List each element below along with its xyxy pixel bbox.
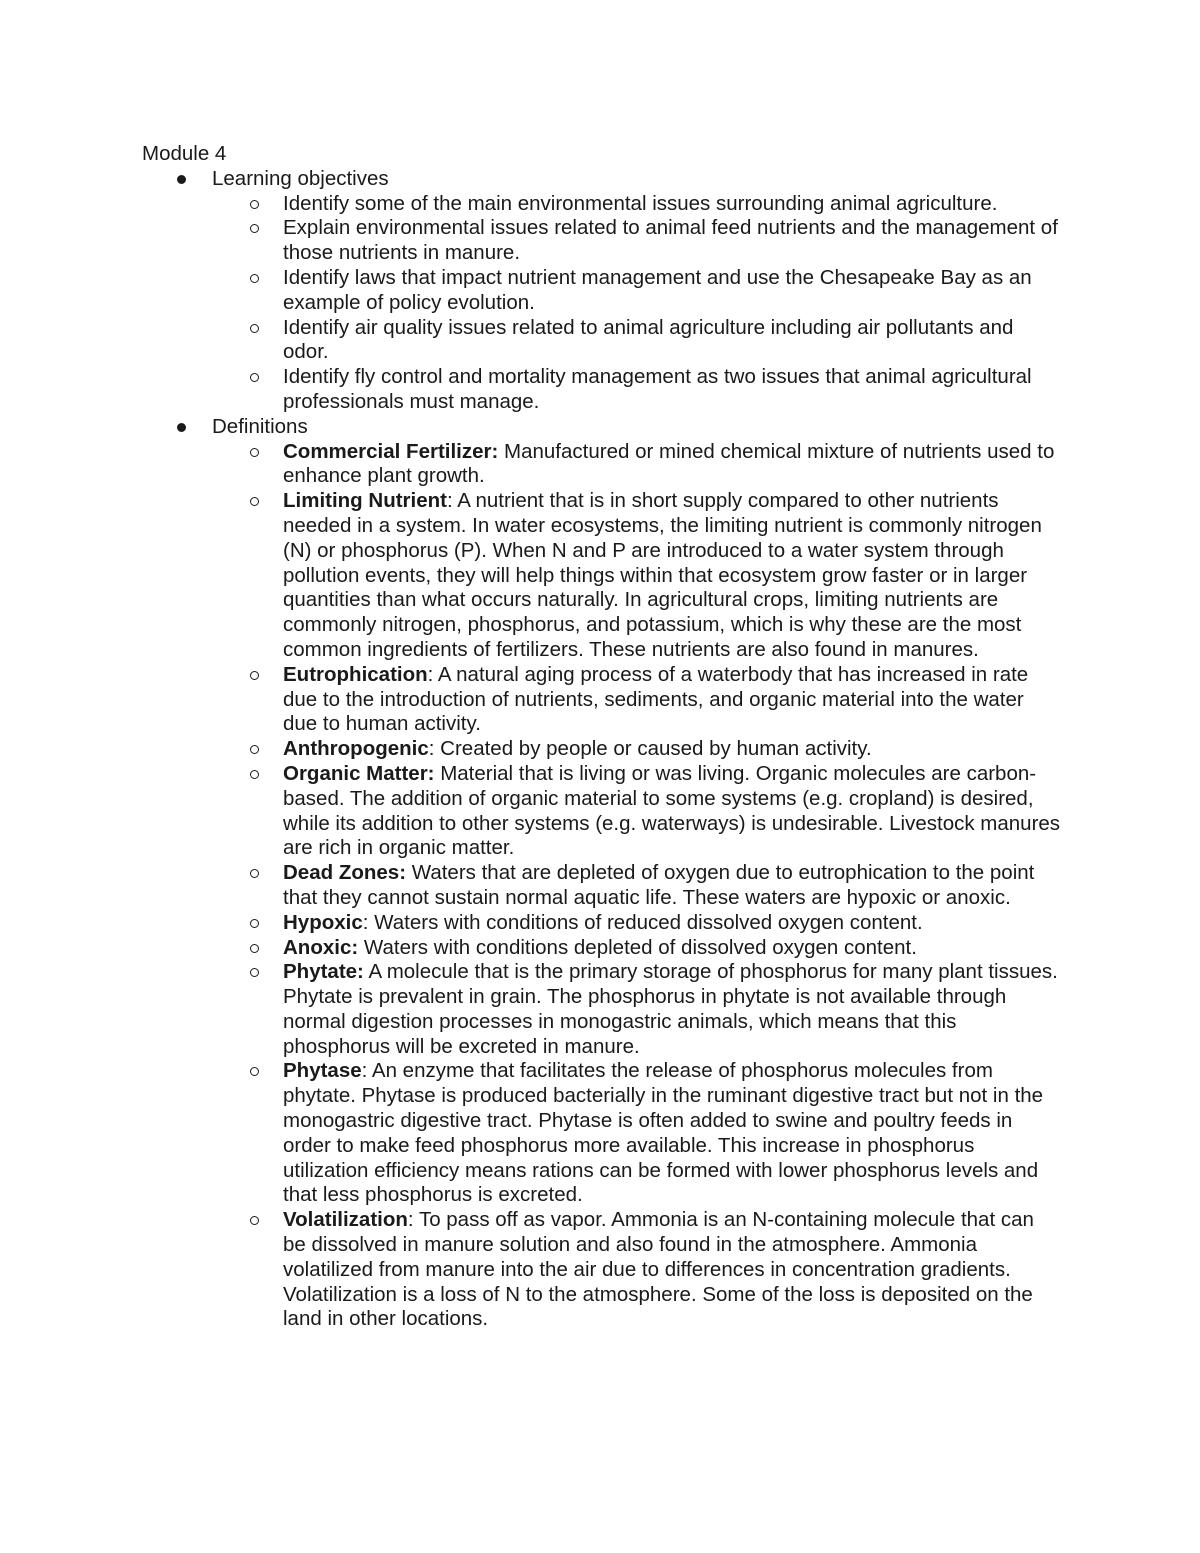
item-term: Anthropogenic: [283, 737, 429, 761]
bullet-circle-icon: [250, 869, 259, 878]
bullet-circle-icon: [250, 324, 259, 333]
section-definitions: [142, 415, 1062, 1332]
bullet-circle-icon: [250, 770, 259, 779]
item-text: Identify laws that impact nutrient management and use the Chesapeake Bay as an example of policy evolution.: [283, 265, 1032, 314]
item-text: Identify air quality issues related to animal agriculture including air pollutants and odor.: [283, 315, 1014, 364]
list-item: [142, 266, 1062, 316]
section-heading: Learning objectives: [212, 166, 389, 190]
bullet-circle-icon: [250, 373, 259, 382]
bullet-circle-icon: [250, 497, 259, 506]
item-separator: :: [446, 489, 458, 513]
list-item: [142, 936, 1062, 961]
item-separator: :: [428, 737, 441, 761]
list-item: [142, 762, 1062, 861]
section-list: [142, 167, 1062, 1332]
section-heading: Definitions: [212, 414, 308, 438]
item-text: Identify fly control and mortality management as two issues that animal agricultural professionals must manage.: [283, 365, 1032, 413]
objective-list: [212, 192, 1062, 415]
item-term: Anoxic:: [283, 935, 359, 959]
list-item: [142, 440, 1062, 490]
item-text: A molecule that is the primary storage of phosphorus for many plant tissues. Phytate is prevalent in grain. The phosphorus in phytate is not available through normal digestion processes in monogastric animals, which means that this phosphorus will be excreted in manure.: [283, 960, 1058, 1058]
list-item: [142, 192, 1062, 217]
definition-list: [212, 440, 1062, 1333]
item-term: Commercial Fertilizer:: [283, 439, 499, 463]
list-item: [142, 663, 1062, 737]
list-item: [142, 1059, 1062, 1208]
item-text: Manufactured or mined chemical mixture of nutrients used to enhance plant growth.: [283, 439, 1055, 488]
item-term: Limiting Nutrient: [283, 489, 447, 513]
item-term: Organic Matter:: [283, 761, 435, 785]
list-item: [142, 737, 1062, 762]
item-separator: :: [361, 1059, 372, 1083]
bullet-circle-icon: [250, 224, 259, 233]
item-text: Material that is living or was living. Organic molecules are carbon-based. The addition of organic material to some systems (e.g. cropland) is desired, while its addition to other systems (e.g. waterways) is undesirable. Livestock manures are rich in organic matter.: [283, 761, 1061, 860]
item-separator: :: [407, 1208, 419, 1232]
item-term: Phytate:: [283, 960, 364, 984]
item-term: Phytase: [283, 1059, 362, 1083]
item-text: An enzyme that facilitates the release of phosphorus molecules from phytate. Phytase is produced bacterially in the ruminant digestive tract but not in the monogastric digestive tract. Phytase is often added to swine and poultry feeds in order to make feed phosphorus more available. This increase in phosphorus utilization efficiency means rations can be formed with lower phosphorus levels and that less phosphorus is excreted.: [283, 1059, 1044, 1207]
document-page: [142, 142, 1062, 1332]
item-term: Eutrophication: [283, 662, 428, 686]
bullet-circle-icon: [250, 944, 259, 953]
item-term: Dead Zones:: [283, 861, 407, 885]
list-item: [142, 316, 1062, 366]
section-learning-objectives: [142, 167, 1062, 415]
item-text: Explain environmental issues related to animal feed nutrients and the management of those nutrients in manure.: [283, 216, 1058, 265]
bullet-circle-icon: [250, 274, 259, 283]
document-title: Module 4: [142, 142, 227, 165]
bullet-circle-icon: [250, 968, 259, 977]
list-item: [142, 365, 1062, 415]
bullet-circle-icon: [250, 919, 259, 928]
bullet-disc-icon: [177, 175, 186, 184]
bullet-circle-icon: [250, 1216, 259, 1225]
item-text: Waters with conditions of reduced dissolved oxygen content.: [374, 910, 923, 934]
bullet-circle-icon: [250, 745, 259, 754]
item-term: Hypoxic: [283, 910, 363, 934]
item-separator: :: [427, 662, 438, 686]
item-text: Created by people or caused by human activity.: [440, 737, 872, 761]
item-text: Identify some of the main environmental issues surrounding animal agriculture.: [283, 191, 998, 215]
bullet-circle-icon: [250, 448, 259, 457]
item-text: A natural aging process of a waterbody that has increased in rate due to the introduction of nutrients, sediments, and organic material into the water due to human activity.: [283, 662, 1029, 736]
list-item: [142, 216, 1062, 266]
item-text: Waters with conditions depleted of dissolved oxygen content.: [363, 935, 917, 959]
item-term: Volatilization: [283, 1208, 408, 1232]
list-item: [142, 1208, 1062, 1332]
item-text: Waters that are depleted of oxygen due to eutrophication to the point that they cannot sustain normal aquatic life. These waters are hypoxic or anoxic.: [283, 861, 1035, 909]
list-item: [142, 911, 1062, 936]
bullet-disc-icon: [177, 423, 186, 432]
bullet-circle-icon: [250, 1067, 259, 1076]
item-text: To pass off as vapor. Ammonia is an N-containing molecule that can be dissolved in manure solution and also found in the atmosphere. Ammonia volatilized from manure into the air due to differences in concentration gradients. Volatilization is a loss of N to the atmosphere. Some of the loss is deposited on the land in other locations.: [283, 1208, 1034, 1331]
list-item: [142, 960, 1062, 1059]
item-separator: :: [362, 910, 375, 934]
item-text: A nutrient that is in short supply compared to other nutrients needed in a system. In water ecosystems, the limiting nutrient is commonly nitrogen (N) or phosphorus (P). When N and P are introduced to a water system through pollution events, they will help things within that ecosystem grow faster or in larger quantities than what occurs naturally. In agricultural crops, limiting nutrients are commonly nitrogen, phosphorus, and potassium, which is why these are the most common ingredients of fertilizers. These nutrients are also found in manures.: [283, 489, 1042, 661]
list-item: [142, 489, 1062, 663]
bullet-circle-icon: [250, 200, 259, 209]
bullet-circle-icon: [250, 671, 259, 680]
list-item: [142, 861, 1062, 911]
